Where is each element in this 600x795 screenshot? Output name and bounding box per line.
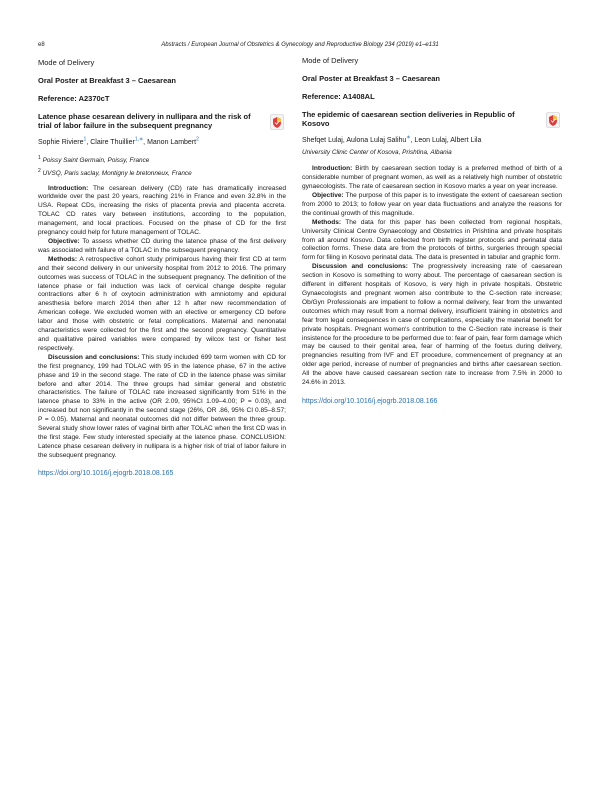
check-for-updates-icon[interactable] bbox=[270, 114, 284, 130]
paragraph-objective: Objective: The purpose of this paper is to investigate the extent of caesarean section from 2000 to 2013; to follow year on year data fluctuations and analyze the reasons for the continual growth of this magnitude. bbox=[302, 192, 562, 217]
check-for-updates-icon[interactable] bbox=[546, 112, 560, 128]
affiliation: $^2$ UVSQ, Paris saclay, Montigny le bretonneux, France bbox=[38, 168, 192, 178]
affiliation: $^1$ Poissy Saint Germain, Poissy, France bbox=[38, 155, 150, 165]
section-label: Mode of Delivery bbox=[302, 56, 359, 65]
page-number: e8 bbox=[38, 42, 45, 48]
session-label: Oral Poster at Breakfast 3 – Caesarean bbox=[38, 76, 176, 85]
author: Manon Lambert$^2$ bbox=[147, 137, 199, 147]
author: Shefqet Lulaj, bbox=[302, 137, 347, 145]
author: Claire Thuillier$^{1,∗}$, bbox=[90, 137, 148, 147]
doi-link[interactable]: https://doi.org/10.1016/j.ejogrb.2018.08.165 bbox=[38, 469, 174, 477]
paragraph-discussion: Discussion and conclusions: The progressively increasing rate of caesarean section in Kosovo is something to worry about. The percentage of caesarean section is different in different hospitals of Kosovo, is very high in private hospitals. Obstetric Gynaecologists and pregnant women also contribute to the C-section rate increase; Ob/Gyn Professionals are impatient to follow a normal delivery, fear from the unwanted outcomes which may result from a normal delivery, insufficient training in obstetrics and fear from legal consequences in case of complications, especially the material benefit for private hospitals. Pregnant women's contribution to the C-Section rate increase is their insistence for the procedure to be performed due to: fear of pain, fear form damage which may be caused to their genital area, fear of harming of the foetus during delivery, pregnancies resulting from IVF and ET procedure, commencement of pregnancy at an older age period, increase of number of pregnancies and births after caesarean section. All the above have caused caesarean section rate to increase from 7.5% in 2000 to 24.6% in 2013. bbox=[302, 263, 562, 387]
paragraph-objective: Objective: To assess whether CD during the latence phase of the first delivery was associated with failure of a TOLAC in the subsequent pregnancy. bbox=[38, 238, 286, 254]
affiliations bbox=[302, 148, 562, 158]
abstract-left bbox=[38, 58, 286, 477]
paragraph-methods: Methods: A retrospective cohort study primiparous having their first CD at term and their second delivery in our university hospital from 2012 to 2016. The primary outcomes was success of TOLAC in the subsequent pregnancy. The definition of the latence phase or fail induction was lack of cervical change despite regular contractions after 6 h of oxytocin administration with amniotomy and epidural anesthesia before march 2014 then after 12 h after new recommendation of American college. We excluded women with an elective or emergency CD before labor and those with obstetric or fetal complications. Maternal and nenonatal characteristics were collected for the first and the second pregnancy. Quantitative and qualitative paired variables were compared by wilcox test or fisher test respectively. bbox=[38, 255, 286, 352]
reference-label: Reference: A2370cT bbox=[38, 94, 110, 103]
title-row bbox=[38, 112, 286, 130]
author-list bbox=[302, 133, 562, 146]
author-list bbox=[38, 135, 286, 148]
abstract-title: The epidemic of caesarean section deliveries in Republic of Kosovo bbox=[302, 110, 515, 128]
doi-link[interactable]: https://doi.org/10.1016/j.ejogrb.2018.08.166 bbox=[302, 397, 438, 405]
title-row bbox=[302, 110, 562, 128]
abstract-right bbox=[302, 56, 562, 405]
abstract-title: Latence phase cesarean delivery in nullipara and the risk of trial of labor failure in the subsequent pregnancy bbox=[38, 112, 251, 130]
author: Aulona Lulaj Salihu∗, bbox=[346, 135, 415, 145]
author: Albert Lila bbox=[450, 137, 482, 145]
session-label: Oral Poster at Breakfast 3 – Caesarean bbox=[302, 74, 440, 83]
paragraph-methods: Methods: The data for this paper has been collected from regional hospitals, University Clinical Centre Gynaecology and Obstetrics in Prishtina and private hospitals from all around Kosovo. Data collected from birth register protocols and perinatal data collection forms. These data are from the protocols of births, surgeries through special form for filing in Kosovo perinatal data. The data is presented in tabular and graphic form. bbox=[302, 218, 563, 262]
paragraph-discussion: Discussion and conclusions: This study included 699 term women with CD for the first pregnancy, 199 had TOLAC with 95 in the latence phase, 67 in the active phase and 19 in the second stage. The rate of CD in the latence phase was similar before and after 2014. The three groups had similar general and obstetric characteristics. The failure of TOLAC rate increased significantly from 51% in the latence phase to 33% in the active (OR 2.09, 95%CI 1.09–4.00; P = 0.03), and increased but non significantly in the second stage (26%, OR .86, 95% CI 0.85–8.57; P = 0.05). Maternal and neonatal outcomes did not differ between the three group. Several study show lower rates of vaginal birth after TOLAC when the first CD was in the first stage. Few study interested specially at the latence phase. CONCLUSION: Latence phase cesarean delivery in nullipara is a higher risk of trial of labor failure in the subsequent pregnancy. bbox=[38, 353, 286, 459]
author: Sophie Riviere$^1$, bbox=[38, 137, 91, 147]
journal-citation: Abstracts / European Journal of Obstetrics & Gynecology and Reproductive Biology 234 (2019) e1–e131 bbox=[161, 42, 439, 48]
section-label: Mode of Delivery bbox=[38, 58, 95, 67]
reference-label: Reference: A1408AL bbox=[302, 92, 375, 101]
page-header bbox=[38, 42, 562, 54]
paragraph-introduction: Introduction: The cesarean delivery (CD) rate has dramatically increased worldwide over the past 20 years, reaching 21% in France and even 32.8% in the USA. Repeat CDs, increasing the risks of placenta previa and placenta accreta. TOLAC CD rates vary between institutions, according to the population, management, and local practices. Focused on the phase of CD for the first pregnancy could help for future management of TOLAC. bbox=[38, 184, 286, 237]
author: Leon Lulaj, bbox=[414, 137, 451, 145]
paragraph-introduction: Introduction: Birth by caesarean section today is a preferred method of birth of a considerable number of pregnant women, as well as a relatively high number of obstetric gynaecologists. The rate of caesarean section in Kosovo marks a year on year increase. bbox=[302, 165, 562, 191]
affiliations bbox=[38, 153, 286, 179]
affiliation: University Clinic Center of Kosova, Prishtina, Albania bbox=[302, 149, 452, 157]
